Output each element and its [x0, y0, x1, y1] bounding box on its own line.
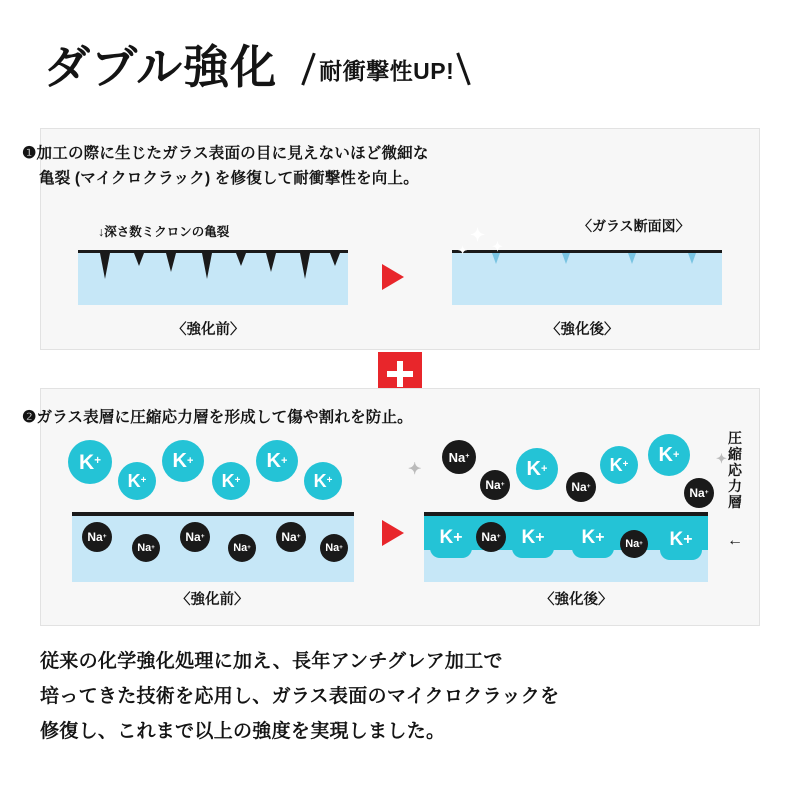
- potassium-ion: K +: [256, 440, 298, 482]
- sodium-ion: Na +: [276, 522, 306, 552]
- compressive-layer-label-char: 応: [728, 462, 742, 479]
- glass-after-diagram: [452, 250, 722, 305]
- slash-right-icon: [454, 52, 474, 86]
- step1-caption-after: 〈強化後〉: [546, 322, 619, 338]
- potassium-ion-embedded: K +: [512, 518, 554, 558]
- potassium-ion: K +: [162, 440, 204, 482]
- sparkle-icon: ✦: [470, 225, 486, 245]
- sodium-ion: Na +: [684, 478, 714, 508]
- step2-caption-after: 〈強化後〉: [540, 592, 613, 608]
- crack-mark: [100, 253, 110, 279]
- footer-line-1: 従来の化学強化処理に加え、長年アンチグレア加工で: [40, 651, 503, 672]
- sodium-ion: Na +: [82, 522, 112, 552]
- sodium-ion: Na +: [180, 522, 210, 552]
- sodium-ion: Na +: [566, 472, 596, 502]
- compressive-layer-label-char: 層: [728, 494, 742, 511]
- potassium-ion: K +: [212, 462, 250, 500]
- sparkle-icon: ✦: [716, 451, 727, 466]
- compressive-layer-label: [724, 430, 746, 510]
- compressive-layer-arrow-icon: ←: [727, 532, 743, 549]
- potassium-ion: K +: [648, 434, 690, 476]
- crack-mark: [300, 253, 310, 279]
- potassium-ion: K +: [118, 462, 156, 500]
- transition-arrow-icon: [382, 264, 404, 290]
- step2-heading-line1: ガラス表層に圧縮応力層を形成して傷や割れを防止。: [36, 409, 413, 426]
- step1-heading: [22, 142, 429, 191]
- crack-repaired-mark: [562, 253, 570, 264]
- step1-number: ❶: [22, 145, 37, 162]
- sodium-ion: Na +: [442, 440, 476, 474]
- crack-depth-label: ↓深さ数ミクロンの亀裂: [98, 225, 230, 239]
- crack-repaired-mark: [492, 253, 500, 264]
- glass-before-diagram: [78, 250, 348, 305]
- crack-mark: [134, 253, 144, 266]
- step2-caption-before: 〈強化前〉: [176, 592, 249, 608]
- sodium-ion: Na +: [480, 470, 510, 500]
- sodium-ion: Na +: [620, 530, 648, 558]
- crack-mark: [166, 253, 176, 272]
- potassium-ion-embedded: K +: [572, 518, 614, 558]
- potassium-ion: K +: [304, 462, 342, 500]
- sodium-ion: Na +: [476, 522, 506, 552]
- sparkle-icon: ✦: [492, 239, 503, 254]
- footer-line-3: 修復し、これまで以上の強度を実現しました。: [40, 721, 446, 743]
- compressive-layer-label-char: 縮: [728, 446, 742, 463]
- page-subtitle: 耐衝撃性UP!: [319, 57, 455, 84]
- cross-section-label: 〈ガラス断面図〉: [578, 218, 690, 234]
- step1-heading-line1: 加工の際に生じたガラス表面の目に見えないほど微細な: [36, 145, 429, 162]
- potassium-ion: K +: [68, 440, 112, 484]
- transition-arrow-icon: [382, 520, 404, 546]
- crack-mark: [330, 253, 340, 266]
- subtitle-group: [299, 52, 474, 86]
- compressive-layer-label-char: 圧: [728, 430, 742, 446]
- sodium-ion: Na +: [132, 534, 160, 562]
- crack-mark: [236, 253, 246, 266]
- crack-repaired-mark: [628, 253, 636, 264]
- header: [44, 28, 756, 93]
- footer-description: [40, 644, 760, 749]
- compressive-layer-label-char: 力: [728, 478, 742, 495]
- footer-line-2: 培ってきた技術を応用し、ガラス表面のマイクロクラックを: [40, 686, 560, 708]
- potassium-ion-embedded: K +: [430, 518, 472, 558]
- step1-heading-line2: 亀裂 (マイクロクラック) を修復して耐衝撃性を向上。: [39, 169, 419, 187]
- glass-before-ion-diagram: [72, 512, 354, 582]
- sparkle-icon: ✦: [458, 245, 468, 257]
- crack-mark: [266, 253, 276, 272]
- crack-repaired-mark: [688, 253, 696, 264]
- sodium-ion: Na +: [228, 534, 256, 562]
- plus-vertical-bar: [397, 361, 403, 387]
- potassium-ion-embedded: K +: [660, 520, 702, 560]
- sparkle-icon: ✦: [408, 461, 422, 478]
- slash-left-icon: [299, 52, 319, 86]
- step1-caption-before: 〈強化前〉: [172, 322, 245, 338]
- potassium-ion: K +: [600, 446, 638, 484]
- step2-number: ❷: [22, 409, 37, 426]
- crack-mark: [202, 253, 212, 279]
- sodium-ion: Na +: [320, 534, 348, 562]
- step2-heading: [22, 406, 413, 431]
- potassium-ion: K +: [516, 448, 558, 490]
- page-title: ダブル強化: [44, 41, 278, 93]
